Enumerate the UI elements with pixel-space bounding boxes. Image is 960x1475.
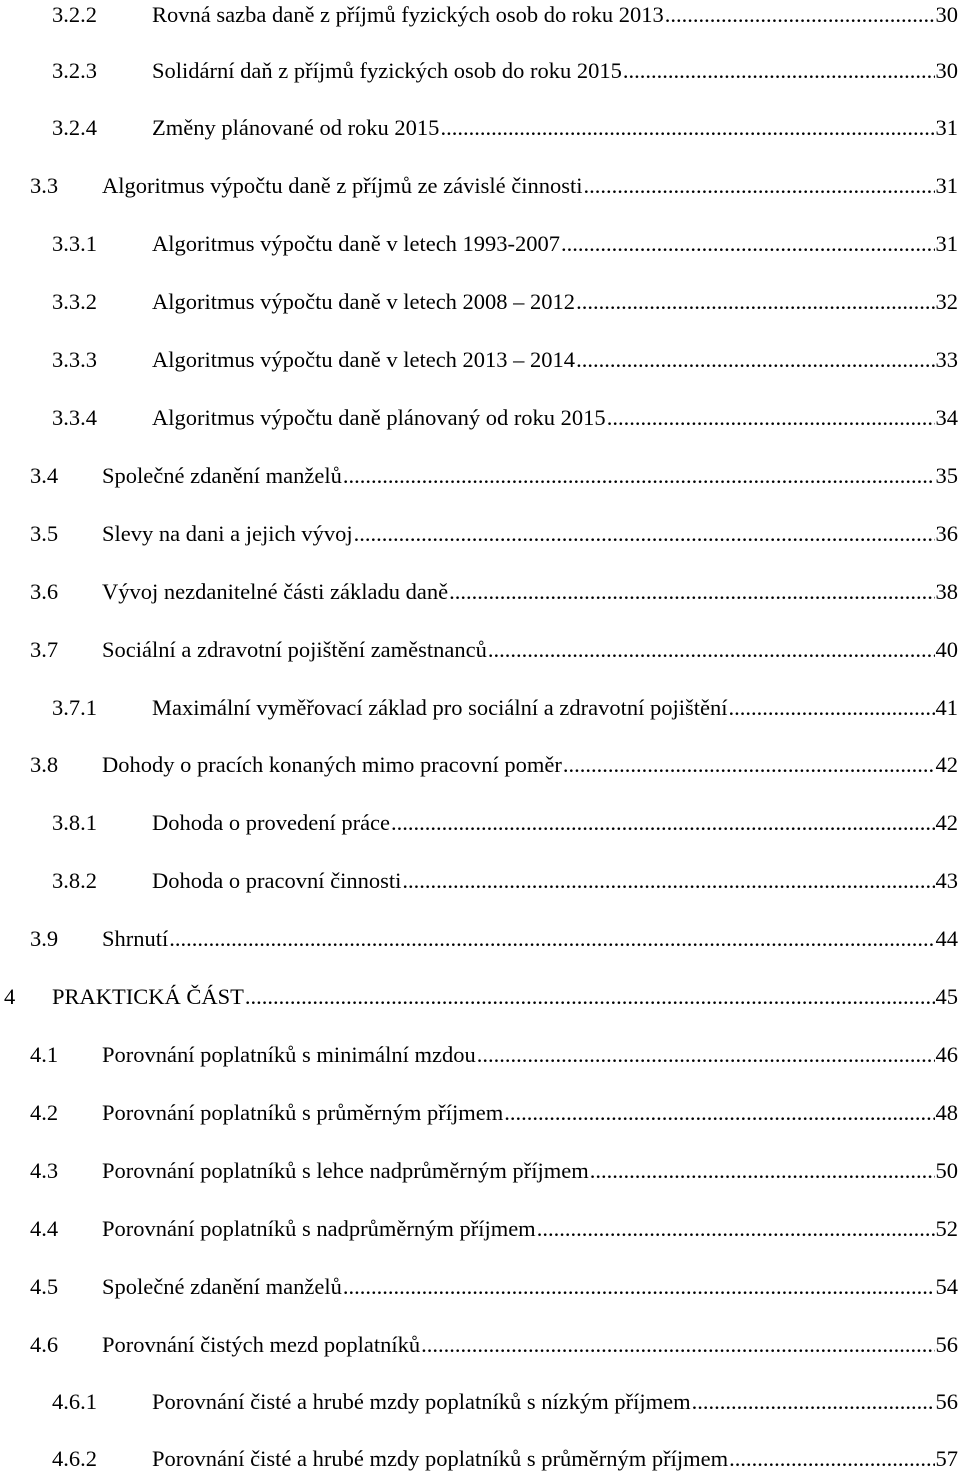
toc-entry[interactable] [0, 0, 960, 30]
toc-entry[interactable] [0, 808, 960, 838]
toc-entry-number: 3.9 [30, 926, 59, 951]
toc-entry-number: 3.8.1 [52, 810, 97, 835]
toc-entry[interactable] [0, 1156, 960, 1186]
toc-entry-title: Slevy na dani a jejich vývoj [102, 521, 353, 546]
toc-entry-title: Vývoj nezdanitelné části základu daně [102, 579, 449, 604]
toc-entry-title: Solidární daň z příjmů fyzických osob do roku 2015 [152, 58, 622, 83]
toc-dot-leader [584, 171, 935, 201]
toc-entry-page: 41 [935, 695, 958, 720]
toc-entry-number: 3.2.3 [52, 58, 97, 83]
toc-entry-page: 56 [935, 1332, 958, 1357]
toc-entry[interactable] [0, 113, 960, 143]
toc-entry-page: 42 [935, 752, 958, 777]
toc-dot-leader [449, 577, 934, 607]
toc-entry-page: 31 [935, 115, 958, 140]
toc-entry-page: 50 [935, 1158, 958, 1183]
toc-entry-title: Porovnání čisté a hrubé mzdy poplatníků s průměrným příjmem [152, 1446, 729, 1471]
toc-entry-page: 32 [935, 289, 958, 314]
toc-entry-title: Algoritmus výpočtu daně v letech 1993-2007 [152, 231, 561, 256]
toc-entry-page: 31 [935, 173, 958, 198]
toc-entry-number: 4.1 [30, 1042, 59, 1067]
toc-entry-title: Algoritmus výpočtu daně v letech 2008 – 2012 [152, 289, 576, 314]
toc-entry[interactable] [0, 1387, 960, 1417]
toc-dot-leader [563, 750, 935, 780]
toc-entry-page: 31 [935, 231, 958, 256]
toc-entry-number: 4.5 [30, 1274, 59, 1299]
toc-entry-page: 56 [935, 1389, 958, 1414]
toc-entry-page: 44 [935, 926, 958, 951]
toc-dot-leader [729, 1444, 934, 1474]
toc-entry[interactable] [0, 577, 960, 607]
toc-entry[interactable] [0, 866, 960, 896]
toc-entry-number: 3.3.2 [52, 289, 97, 314]
toc-dot-leader [440, 113, 934, 143]
toc-dot-leader [245, 982, 935, 1012]
toc-entry[interactable] [0, 1272, 960, 1302]
toc-entry-title: Rovná sazba daně z příjmů fyzických osob do roku 2013 [152, 2, 664, 27]
toc-entry[interactable] [0, 982, 960, 1012]
toc-dot-leader [576, 345, 934, 375]
toc-entry-number: 3.4 [30, 463, 59, 488]
toc-entry-title: Porovnání čisté a hrubé mzdy poplatníků s nízkým příjmem [152, 1389, 691, 1414]
toc-entry[interactable] [0, 693, 960, 723]
toc-entry[interactable] [0, 345, 960, 375]
toc-dot-leader [623, 56, 935, 86]
toc-entry-title: Algoritmus výpočtu daně z příjmů ze závislé činnosti [102, 173, 583, 198]
toc-entry[interactable] [0, 229, 960, 259]
toc-entry[interactable] [0, 171, 960, 201]
toc-dot-leader [421, 1330, 934, 1360]
toc-entry-title: Porovnání poplatníků s průměrným příjmem [102, 1100, 504, 1125]
toc-entry-title: Dohoda o pracovní činnosti [152, 868, 402, 893]
toc-entry-title: Změny plánované od roku 2015 [152, 115, 440, 140]
toc-entry[interactable] [0, 1444, 960, 1474]
toc-entry-number: 3.7 [30, 637, 59, 662]
toc-dot-leader [391, 808, 934, 838]
toc-entry-title: Společné zdanění manželů [102, 463, 342, 488]
toc-entry-page: 46 [935, 1042, 958, 1067]
toc-dot-leader [692, 1387, 935, 1417]
toc-entry-page: 48 [935, 1100, 958, 1125]
toc-entry-number: 3.3 [30, 173, 59, 198]
toc-dot-leader [561, 229, 934, 259]
toc-entry-number: 3.8.2 [52, 868, 97, 893]
toc-entry-title: Shrnutí [102, 926, 169, 951]
toc-entry-number: 4.3 [30, 1158, 59, 1183]
toc-entry-title: Porovnání poplatníků s lehce nadprůměrným příjmem [102, 1158, 589, 1183]
toc-entry[interactable] [0, 750, 960, 780]
toc-entry-number: 3.3.4 [52, 405, 97, 430]
toc-dot-leader [576, 287, 934, 317]
toc-entry-title: Algoritmus výpočtu daně plánovaný od roku 2015 [152, 405, 606, 430]
toc-entry-title: Porovnání poplatníků s minimální mzdou [102, 1042, 476, 1067]
toc-entry-page: 33 [935, 347, 958, 372]
toc-entry-page: 54 [935, 1274, 958, 1299]
toc-entry-title: Porovnání čistých mezd poplatníků [102, 1332, 421, 1357]
toc-entry-number: 3.6 [30, 579, 59, 604]
toc-entry-page: 57 [935, 1446, 958, 1471]
toc-entry-page: 34 [935, 405, 958, 430]
toc-entry[interactable] [0, 519, 960, 549]
toc-entry[interactable] [0, 1214, 960, 1244]
toc-entry-page: 40 [935, 637, 958, 662]
toc-entry-number: 4.2 [30, 1100, 59, 1125]
toc-entry-title: Dohoda o provedení práce [152, 810, 391, 835]
toc-entry-number: 4.6 [30, 1332, 59, 1357]
toc-entry-title: Maximální vyměřovací základ pro sociální a zdravotní pojištění [152, 695, 728, 720]
toc-entry-number: 4.6.1 [52, 1389, 97, 1414]
toc-entry-title: Porovnání poplatníků s nadprůměrným příjmem [102, 1216, 536, 1241]
toc-entry[interactable] [0, 56, 960, 86]
toc-entry-number: 3.5 [30, 521, 59, 546]
toc-entry-page: 52 [935, 1216, 958, 1241]
toc-dot-leader [728, 693, 934, 723]
toc-entry-number: 3.2.4 [52, 115, 97, 140]
toc-entry-number: 4 [4, 984, 16, 1009]
toc-dot-leader [354, 519, 935, 549]
toc-entry[interactable] [0, 635, 960, 665]
toc-dot-leader [343, 461, 935, 491]
toc-entry-number: 3.3.1 [52, 231, 97, 256]
toc-entry[interactable] [0, 287, 960, 317]
toc-entry[interactable] [0, 1330, 960, 1360]
toc-dot-leader [169, 924, 934, 954]
toc-entry-page: 42 [935, 810, 958, 835]
toc-entry-page: 30 [935, 2, 958, 27]
toc-entry-page: 38 [935, 579, 958, 604]
toc-entry[interactable] [0, 403, 960, 433]
toc-entry-page: 35 [935, 463, 958, 488]
toc-entry[interactable] [0, 461, 960, 491]
toc-dot-leader [477, 1040, 935, 1070]
toc-entry[interactable] [0, 1098, 960, 1128]
toc-entry-number: 3.3.3 [52, 347, 97, 372]
toc-dot-leader [590, 1156, 935, 1186]
toc-entry-page: 30 [935, 58, 958, 83]
toc-entry[interactable] [0, 924, 960, 954]
toc-entry-page: 36 [935, 521, 958, 546]
toc-dot-leader [488, 635, 935, 665]
toc-entry-title: Sociální a zdravotní pojištění zaměstnanců [102, 637, 487, 662]
toc-entry-title: Algoritmus výpočtu daně v letech 2013 – 2014 [152, 347, 576, 372]
toc-entry-title: PRAKTICKÁ ČÁST [52, 984, 244, 1009]
toc-entry-page: 43 [935, 868, 958, 893]
toc-dot-leader [665, 0, 935, 30]
toc-entry[interactable] [0, 1040, 960, 1070]
toc-entry-title: Společné zdanění manželů [102, 1274, 342, 1299]
toc-entry-number: 3.2.2 [52, 2, 97, 27]
toc-entry-title: Dohody o pracích konaných mimo pracovní poměr [102, 752, 562, 777]
toc-entry-number: 3.7.1 [52, 695, 97, 720]
toc-dot-leader [607, 403, 935, 433]
toc-entry-number: 4.6.2 [52, 1446, 97, 1471]
toc-entry-page: 45 [935, 984, 958, 1009]
toc-dot-leader [343, 1272, 935, 1302]
toc-dot-leader [504, 1098, 934, 1128]
toc-entry-number: 4.4 [30, 1216, 59, 1241]
toc-dot-leader [537, 1214, 935, 1244]
toc-entry-number: 3.8 [30, 752, 59, 777]
toc-dot-leader [402, 866, 934, 896]
